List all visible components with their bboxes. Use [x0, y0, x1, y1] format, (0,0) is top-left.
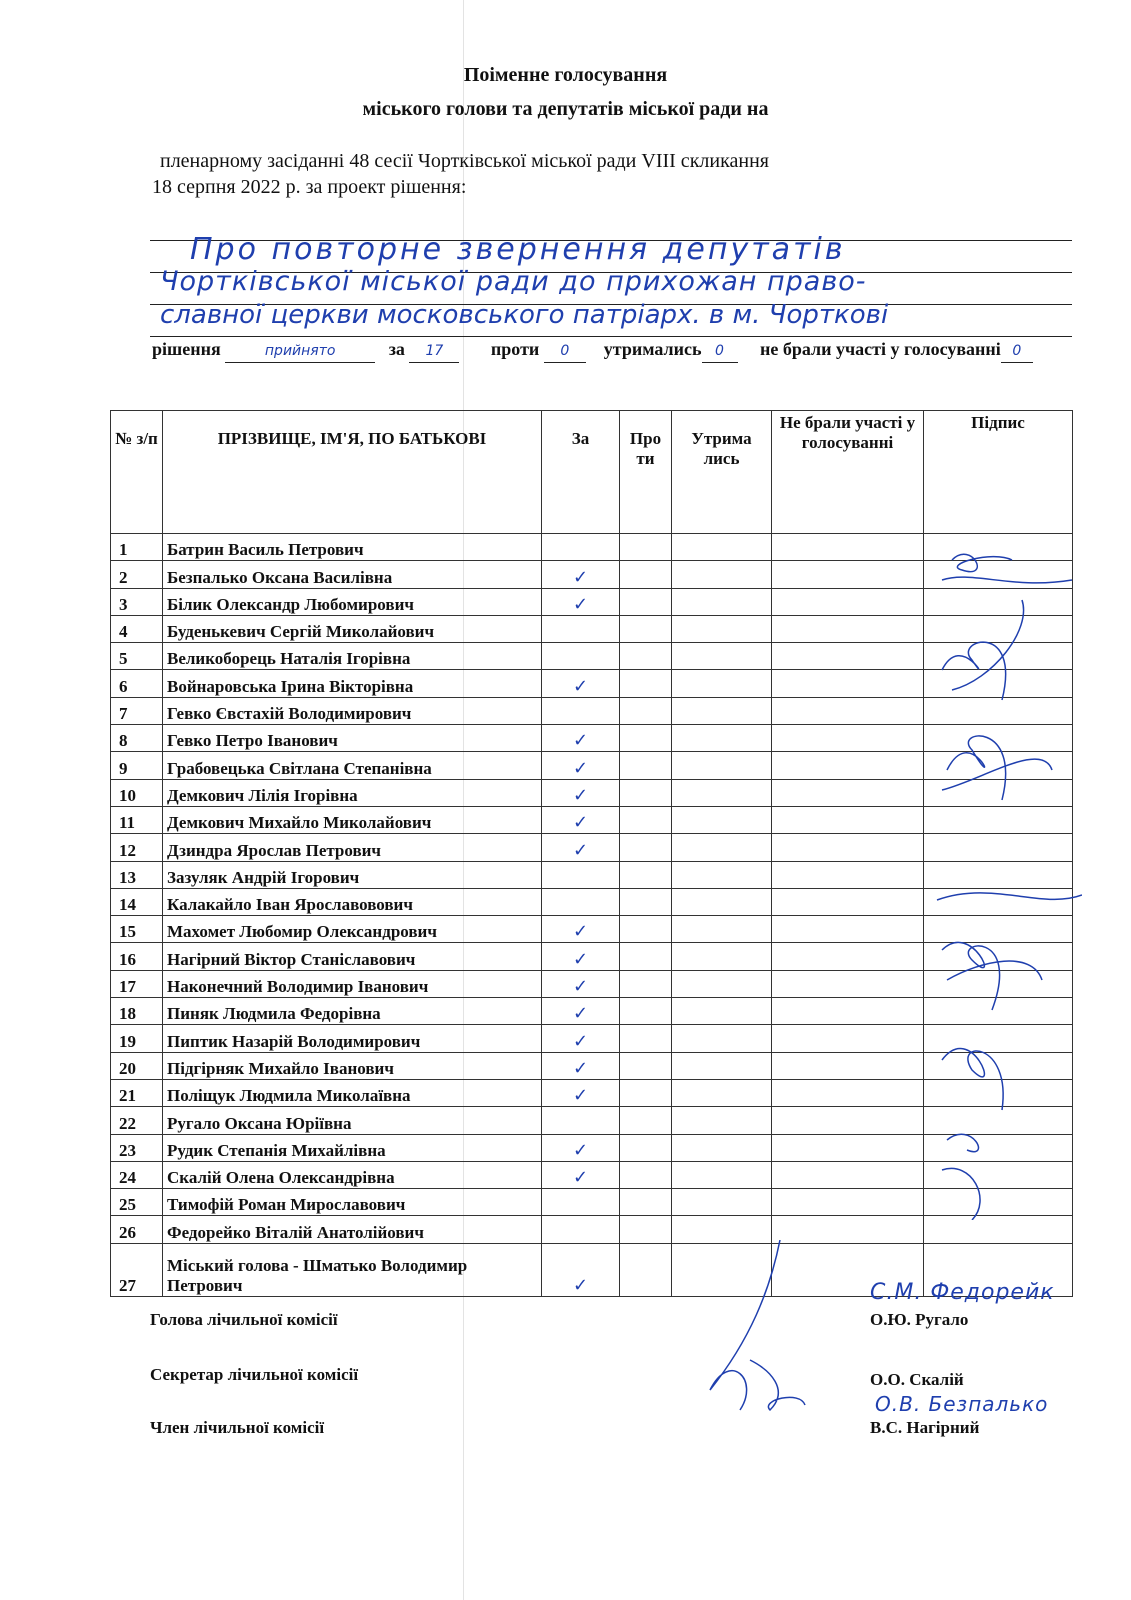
row-name: Зазуляк Андрій Ігорович [163, 861, 542, 888]
row-number: 26 [111, 1216, 163, 1243]
row-vote-abstain [672, 916, 772, 943]
row-vote-absent [772, 1189, 924, 1216]
row-vote-against [620, 752, 672, 779]
row-name: Рудик Степанія Михайлівна [163, 1134, 542, 1161]
row-vote-for: ✓ [542, 916, 620, 943]
row-vote-absent [772, 806, 924, 833]
row-vote-absent [772, 697, 924, 724]
table-row [111, 1216, 1073, 1243]
row-vote-for: ✓ [542, 670, 620, 697]
row-vote-abstain [672, 861, 772, 888]
row-vote-absent [772, 861, 924, 888]
row-vote-against [620, 1079, 672, 1106]
row-vote-for: ✓ [542, 943, 620, 970]
row-name: Федорейко Віталій Анатолійович [163, 1216, 542, 1243]
row-number: 27 [111, 1243, 163, 1296]
row-vote-absent [772, 970, 924, 997]
header-abstain: Утрима лись [672, 411, 772, 534]
table-row [111, 1161, 1073, 1188]
row-vote-for: ✓ [542, 1243, 620, 1296]
abstained-count: 0 [702, 340, 738, 363]
row-vote-absent [772, 1052, 924, 1079]
row-vote-against [620, 943, 672, 970]
row-number: 11 [111, 806, 163, 833]
row-number: 5 [111, 643, 163, 670]
row-vote-against [620, 1216, 672, 1243]
table-row [111, 806, 1073, 833]
row-name: Дзиндра Ярослав Петрович [163, 834, 542, 861]
header-name: ПРІЗВИЩЕ, ІМ'Я, ПО БАТЬКОВІ [163, 411, 542, 534]
row-vote-absent [772, 1025, 924, 1052]
row-vote-for: ✓ [542, 1161, 620, 1188]
secretary-name: О.О. Скалій [870, 1370, 964, 1389]
row-name: Міський голова - Шматько Володимир Петрович [163, 1243, 542, 1296]
row-number: 14 [111, 888, 163, 915]
row-number: 13 [111, 861, 163, 888]
row-vote-against [620, 1161, 672, 1188]
absent-count: 0 [1001, 340, 1033, 363]
row-vote-for: ✓ [542, 834, 620, 861]
row-vote-abstain [672, 588, 772, 615]
row-vote-abstain [672, 1107, 772, 1134]
row-vote-for [542, 1107, 620, 1134]
row-number: 1 [111, 534, 163, 561]
member-label: Член лічильної комісії [150, 1418, 325, 1437]
row-name: Безпалько Оксана Василівна [163, 561, 542, 588]
chair-name: О.Ю. Ругало [870, 1310, 969, 1329]
row-vote-for: ✓ [542, 806, 620, 833]
table-row [111, 588, 1073, 615]
row-vote-for [542, 1189, 620, 1216]
row-name: Скалій Олена Олександрівна [163, 1161, 542, 1188]
row-number: 22 [111, 1107, 163, 1134]
for-count: 17 [409, 340, 459, 363]
row-number: 15 [111, 916, 163, 943]
row-vote-absent [772, 725, 924, 752]
row-name: Ругало Оксана Юріївна [163, 1107, 542, 1134]
chair-scrawl-signature [690, 1240, 810, 1420]
row-vote-against [620, 888, 672, 915]
table-row [111, 1052, 1073, 1079]
header-against: Про ти [620, 411, 672, 534]
signature-mark [942, 600, 1024, 700]
row-vote-abstain [672, 1052, 772, 1079]
row-number: 7 [111, 697, 163, 724]
row-vote-abstain [672, 779, 772, 806]
row-name: Грабовецька Світлана Степанівна [163, 752, 542, 779]
signature-mark [710, 1240, 805, 1410]
project-rule-4 [150, 336, 1072, 337]
voting-table [110, 410, 1073, 1297]
row-vote-absent [772, 888, 924, 915]
row-vote-abstain [672, 752, 772, 779]
decision-label: рішення [152, 339, 221, 359]
row-vote-against [620, 916, 672, 943]
signature-mark [942, 1134, 980, 1220]
row-number: 16 [111, 943, 163, 970]
row-number: 9 [111, 752, 163, 779]
table-row [111, 643, 1073, 670]
row-vote-against [620, 697, 672, 724]
row-vote-for: ✓ [542, 1052, 620, 1079]
row-vote-absent [772, 643, 924, 670]
decision-line [152, 338, 1072, 363]
row-vote-for [542, 697, 620, 724]
header-for: За [542, 411, 620, 534]
row-vote-for [542, 1216, 620, 1243]
row-name: Калакайло Іван Ярославовович [163, 888, 542, 915]
row-vote-abstain [672, 943, 772, 970]
project-handwriting-2: Чортківської міської ради до прихожан право- [160, 266, 867, 297]
row-vote-against [620, 1134, 672, 1161]
row-vote-against [620, 615, 672, 642]
row-number: 25 [111, 1189, 163, 1216]
row-number: 21 [111, 1079, 163, 1106]
row-vote-absent [772, 1134, 924, 1161]
table-header-row [111, 411, 1073, 534]
row-name: Пиняк Людмила Федорівна [163, 998, 542, 1025]
signature-mark [942, 554, 1072, 583]
row-vote-for: ✓ [542, 588, 620, 615]
decision-result: прийнято [225, 340, 375, 363]
row-vote-absent [772, 998, 924, 1025]
row-vote-against [620, 588, 672, 615]
absent-label: не брали участі у голосуванні [760, 339, 1001, 359]
row-vote-against [620, 561, 672, 588]
row-number: 18 [111, 998, 163, 1025]
table-row [111, 1079, 1073, 1106]
row-name: Тимофій Роман Мирославович [163, 1189, 542, 1216]
row-vote-against [620, 970, 672, 997]
row-vote-abstain [672, 1134, 772, 1161]
row-vote-abstain [672, 806, 772, 833]
row-vote-against [620, 725, 672, 752]
signature-mark [942, 942, 1042, 1010]
member-name: В.С. Нагірний [870, 1418, 980, 1437]
table-row [111, 834, 1073, 861]
row-number: 23 [111, 1134, 163, 1161]
row-vote-absent [772, 534, 924, 561]
row-vote-for: ✓ [542, 1025, 620, 1052]
document-title: Поіменне голосування [463, 64, 668, 86]
table-row [111, 1189, 1073, 1216]
row-vote-abstain [672, 834, 772, 861]
row-name: Гевко Петро Іванович [163, 725, 542, 752]
row-name: Батрин Василь Петрович [163, 534, 542, 561]
row-vote-for [542, 888, 620, 915]
row-number: 19 [111, 1025, 163, 1052]
row-number: 4 [111, 615, 163, 642]
table-row [111, 970, 1073, 997]
table-row [111, 670, 1073, 697]
row-vote-absent [772, 615, 924, 642]
secretary-label: Секретар лічильної комісії [150, 1365, 359, 1384]
row-vote-absent [772, 1079, 924, 1106]
row-vote-against [620, 1052, 672, 1079]
signature-mark [937, 893, 1082, 900]
row-name: Войнаровська Ірина Вікторівна [163, 670, 542, 697]
row-vote-against [620, 998, 672, 1025]
table-row [111, 752, 1073, 779]
row-vote-absent [772, 916, 924, 943]
table-row [111, 534, 1073, 561]
row-vote-abstain [672, 1025, 772, 1052]
against-count: 0 [544, 340, 586, 363]
row-vote-absent [772, 752, 924, 779]
row-vote-for: ✓ [542, 779, 620, 806]
row-number: 8 [111, 725, 163, 752]
table-row [111, 697, 1073, 724]
row-name: Гевко Євстахій Володимирович [163, 697, 542, 724]
table-row [111, 615, 1073, 642]
row-vote-against [620, 643, 672, 670]
row-vote-absent [772, 779, 924, 806]
row-vote-abstain [672, 534, 772, 561]
row-vote-absent [772, 834, 924, 861]
row-name: Великоборець Наталія Ігорівна [163, 643, 542, 670]
project-handwriting-3: славної церкви московського патріарх. в м. Чорткові [160, 300, 889, 330]
row-vote-for [542, 861, 620, 888]
table-row [111, 1107, 1073, 1134]
table-row [111, 779, 1073, 806]
row-number: 3 [111, 588, 163, 615]
row-vote-absent [772, 670, 924, 697]
chair-label: Голова лічильної комісії [150, 1310, 338, 1329]
row-vote-abstain [672, 725, 772, 752]
row-name: Білик Олександр Любомирович [163, 588, 542, 615]
table-row [111, 888, 1073, 915]
row-name: Демкович Михайло Миколайович [163, 806, 542, 833]
member-handwritten-signature: О.В. Безпалько [875, 1392, 1049, 1416]
row-number: 24 [111, 1161, 163, 1188]
table-row [111, 943, 1073, 970]
row-number: 12 [111, 834, 163, 861]
row-name: Наконечний Володимир Іванович [163, 970, 542, 997]
session-line: пленарному засіданні 48 сесії Чортківської міської ради VIII скликання [160, 150, 769, 172]
row-vote-for: ✓ [542, 1079, 620, 1106]
row-vote-against [620, 834, 672, 861]
row-vote-against [620, 779, 672, 806]
row-vote-absent [772, 1107, 924, 1134]
table-row [111, 725, 1073, 752]
row-vote-abstain [672, 697, 772, 724]
row-vote-abstain [672, 888, 772, 915]
row-vote-for: ✓ [542, 752, 620, 779]
header-absent: Не брали участі у голосуванні [772, 411, 924, 534]
row-vote-for [542, 534, 620, 561]
row-vote-against [620, 1025, 672, 1052]
row-vote-absent [772, 1161, 924, 1188]
row-vote-for: ✓ [542, 998, 620, 1025]
row-vote-abstain [672, 1079, 772, 1106]
row-vote-against [620, 670, 672, 697]
row-name: Махомет Любомир Олександрович [163, 916, 542, 943]
row-vote-abstain [672, 998, 772, 1025]
row-vote-against [620, 861, 672, 888]
row-vote-abstain [672, 561, 772, 588]
project-handwriting-1: Про повторне звернення депутатів [190, 232, 846, 267]
row-vote-for [542, 643, 620, 670]
row-name: Пиптик Назарій Володимирович [163, 1025, 542, 1052]
table-row [111, 1025, 1073, 1052]
row-vote-against [620, 534, 672, 561]
date-line: 18 серпня 2022 р. за проект рішення: [152, 176, 467, 198]
row-vote-abstain [672, 1161, 772, 1188]
row-number: 2 [111, 561, 163, 588]
row-vote-abstain [672, 615, 772, 642]
for-label: за [388, 339, 405, 359]
row-name: Підгірняк Михайло Іванович [163, 1052, 542, 1079]
row-name: Буденькевич Сергій Миколайович [163, 615, 542, 642]
row-name: Демкович Лілія Ігорівна [163, 779, 542, 806]
row-vote-against [620, 1189, 672, 1216]
row-vote-abstain [672, 970, 772, 997]
table-row [111, 916, 1073, 943]
row-vote-for [542, 615, 620, 642]
row-vote-abstain [672, 1189, 772, 1216]
row-vote-against [620, 1243, 672, 1296]
signature-mark [942, 1049, 1003, 1110]
signature-scribbles [932, 540, 1082, 1220]
document-subtitle: міського голови та депутатів міської ради на [362, 98, 769, 120]
row-signature [924, 1216, 1073, 1243]
row-vote-absent [772, 943, 924, 970]
row-vote-against [620, 806, 672, 833]
chair-handwritten-signature: С.М. Федорейк [870, 1280, 1055, 1305]
header-signature: Підпис [924, 411, 1073, 534]
row-vote-absent [772, 588, 924, 615]
row-number: 6 [111, 670, 163, 697]
header-num: № з/п [111, 411, 163, 534]
row-number: 17 [111, 970, 163, 997]
row-number: 20 [111, 1052, 163, 1079]
row-vote-against [620, 1107, 672, 1134]
row-vote-for: ✓ [542, 970, 620, 997]
row-name: Поліщук Людмила Миколаївна [163, 1079, 542, 1106]
row-name: Нагірний Віктор Станіславович [163, 943, 542, 970]
row-vote-absent [772, 561, 924, 588]
table-row [111, 861, 1073, 888]
row-vote-for: ✓ [542, 725, 620, 752]
against-label: проти [490, 339, 540, 359]
signature-mark [942, 736, 1052, 800]
abstained-label: утримались [603, 339, 702, 359]
table-row [111, 561, 1073, 588]
row-number: 10 [111, 779, 163, 806]
row-vote-for: ✓ [542, 1134, 620, 1161]
row-vote-abstain [672, 643, 772, 670]
table-row [111, 998, 1073, 1025]
row-vote-for: ✓ [542, 561, 620, 588]
table-row [111, 1134, 1073, 1161]
row-vote-abstain [672, 670, 772, 697]
